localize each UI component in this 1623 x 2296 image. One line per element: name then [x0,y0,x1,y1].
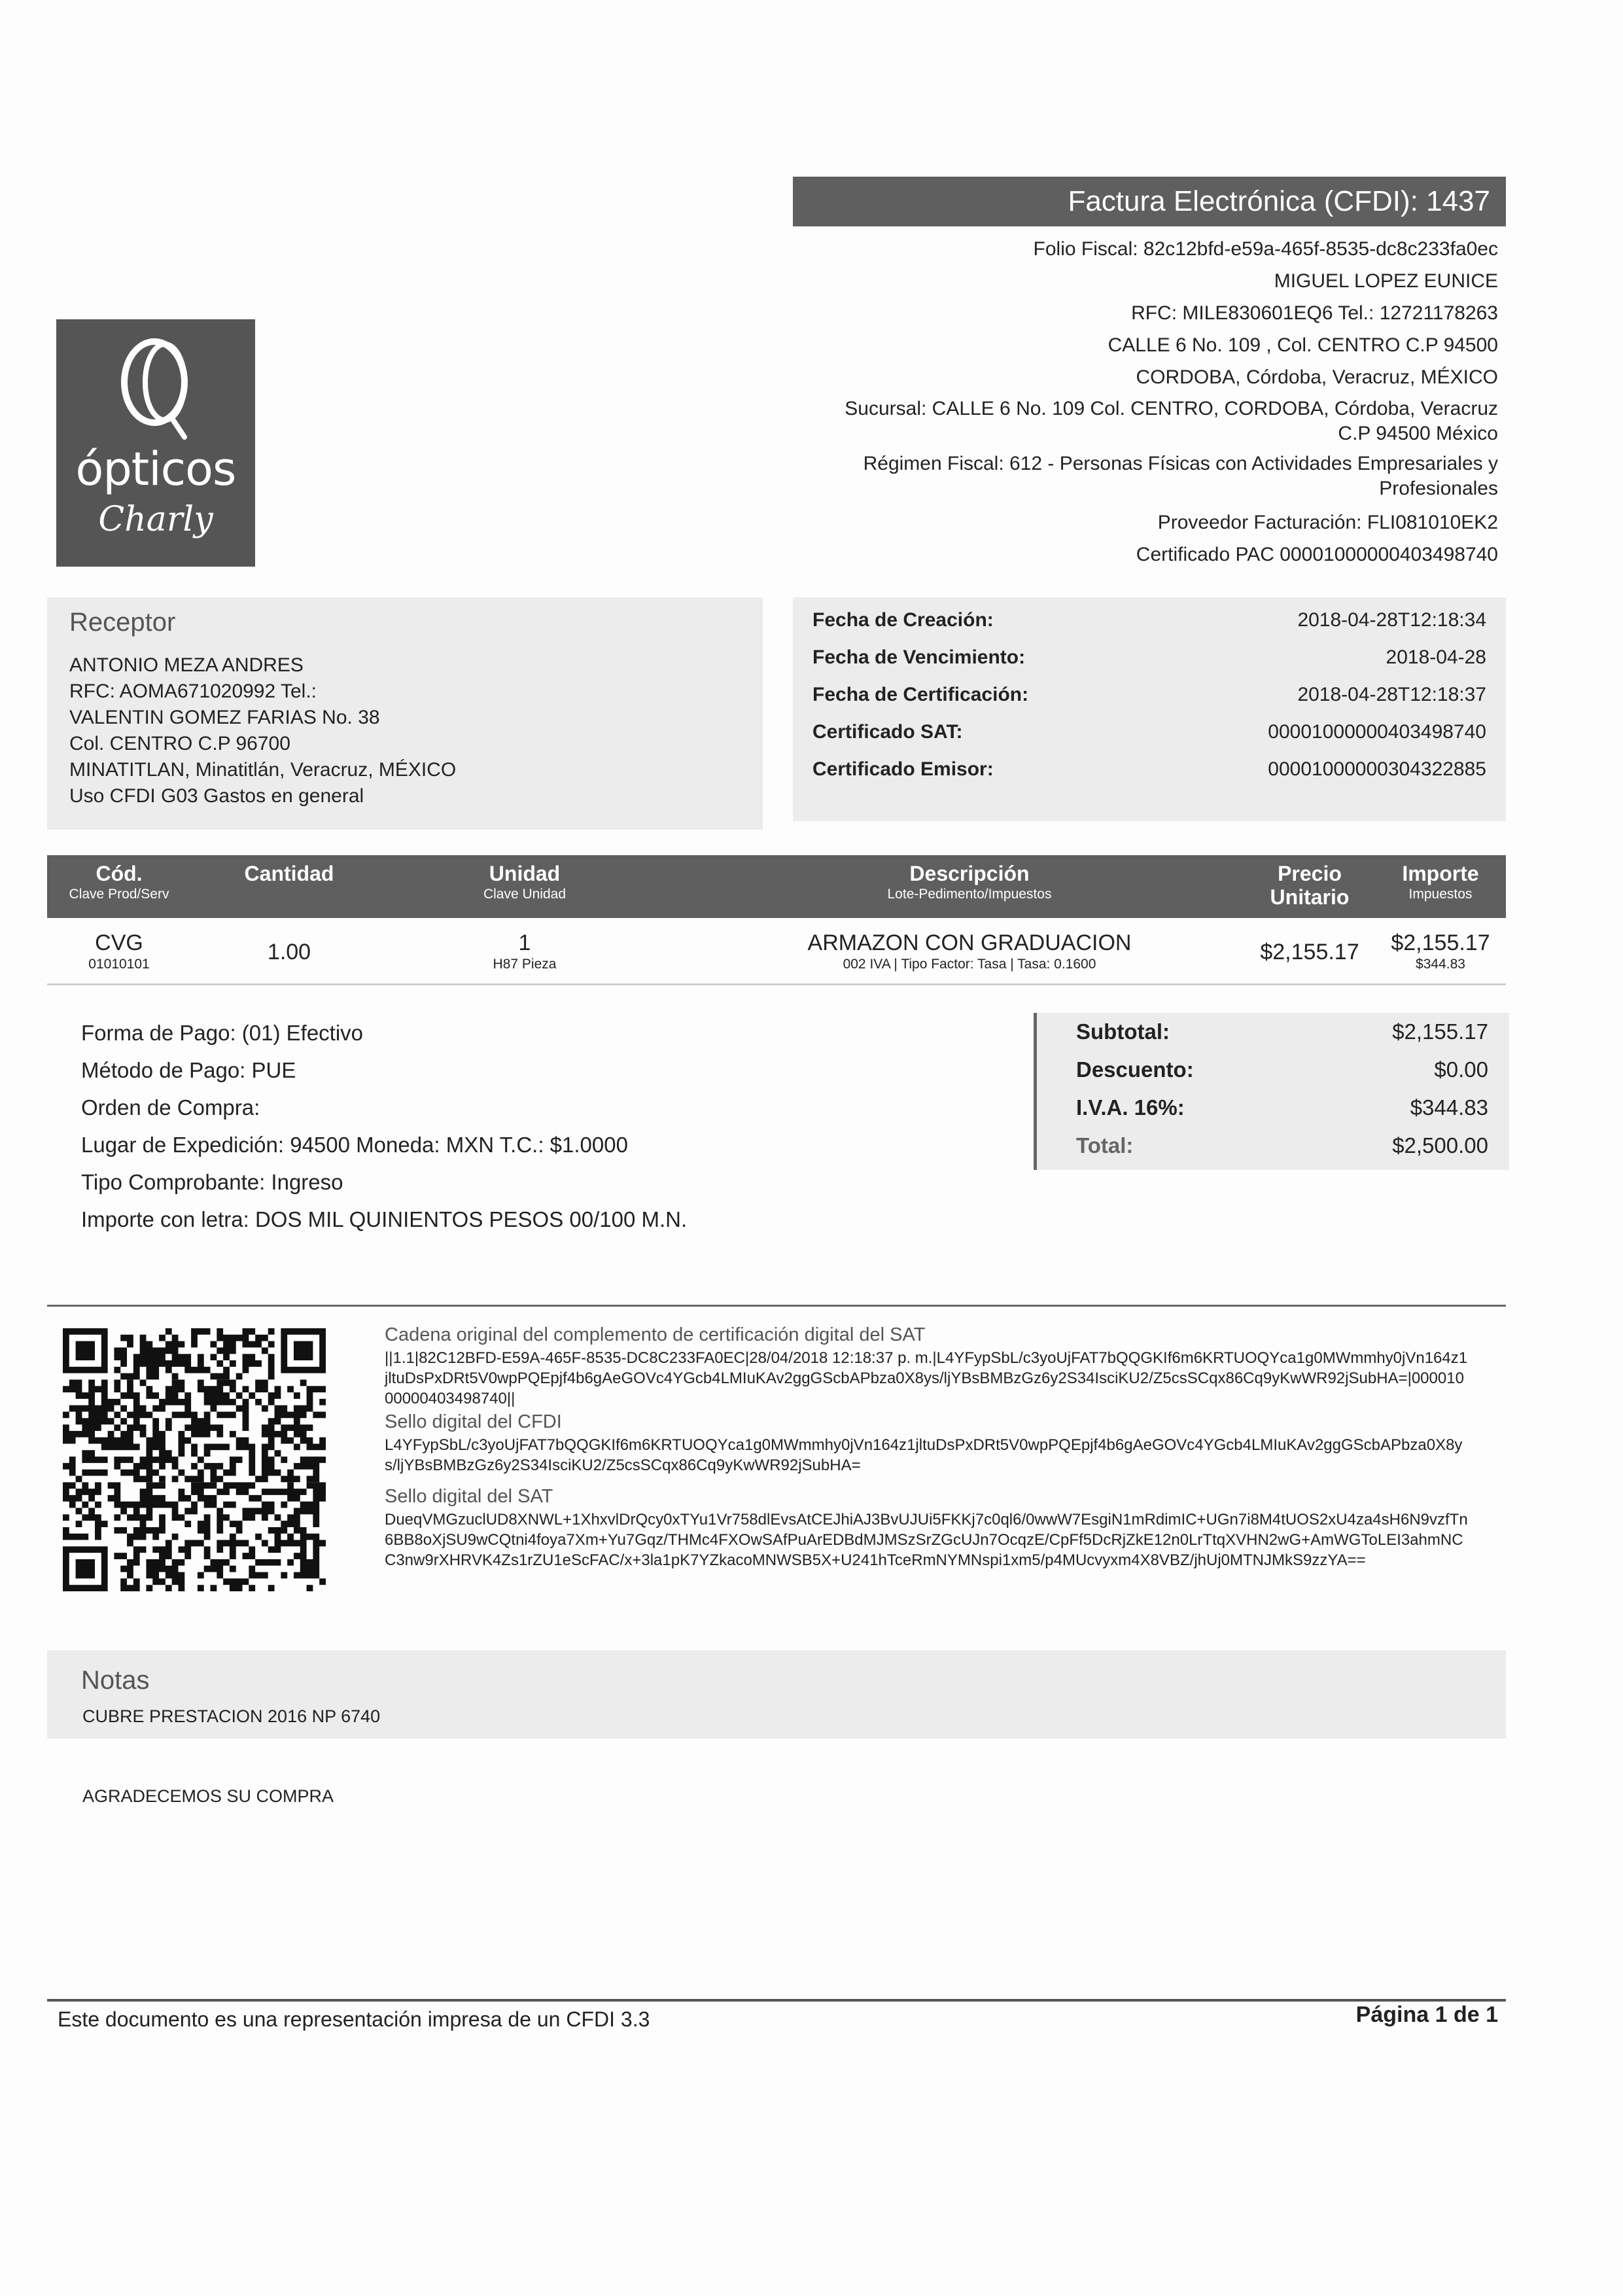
logo-signature: Charly [98,500,213,539]
invoice-title: Factura Electrónica (CFDI): 1437 [793,177,1506,226]
date-value: 00001000000403498740 [1268,721,1486,743]
cell-importe [1382,930,1499,973]
thanks-text: AGRADECEMOS SU COMPRA [82,1786,334,1806]
col-cantidad-label: Cantidad [244,862,334,885]
company-logo [56,319,255,567]
cell-cod-sub: 01010101 [88,957,150,972]
cell-precio [1244,939,1375,965]
forma-de-pago: Forma de Pago: (01) Efectivo [81,1021,364,1045]
cell-descripcion [701,930,1238,973]
col-descripcion [701,862,1238,904]
col-unidad [427,862,623,904]
issuer-rfc: RFC: MILE830601EQ6 Tel.: 12721178263 [1131,302,1498,324]
sello-sat-title: Sello digital del SAT [385,1486,553,1507]
cell-cantidad-value: 1.00 [267,940,311,964]
receptor-details [69,652,456,809]
cell-cantidad [204,939,374,965]
cell-descripcion-sub: 002 IVA | Tipo Factor: Tasa | Tasa: 0.1600 [843,957,1096,972]
cell-importe-value: $2,155.17 [1391,930,1490,955]
receptor-address-1: VALENTIN GOMEZ FARIAS No. 38 [69,707,380,728]
issuer-address-1: CALLE 6 No. 109 , Col. CENTRO C.P 94500 [1108,334,1498,356]
footer-note: Este documento es una representación impresa de un CFDI 3.3 [58,2007,650,2031]
issuer-regimen: Régimen Fiscal: 612 - Personas Físicas con Actividades Empresariales y Profesionales [863,453,1498,499]
total-label: I.V.A. 16%: [1076,1095,1185,1120]
receptor-address-2: Col. CENTRO C.P 96700 [69,733,290,754]
sello-cfdi-text: L4YFypSbL/c3yoUjFAT7bQQGKIf6m6KRTUOQYca1g0MWmmhy0jVn164z1jltuDsPxDRt5V0wpPQEpjf4b6gAeGOVc4YGcb4LMIuKAv2ggGScbAPbza0X8ys/ljYBsBMBzGz6y2S34IsciKU2/Z5csSCqx86Cq9yKwWR92jSubHA= [385,1436,1463,1474]
total-value: $2,500.00 [1392,1133,1488,1157]
orden-de-compra: Orden de Compra: [81,1095,260,1120]
qr-code [63,1328,326,1591]
folio-fiscal: Folio Fiscal: 82c12bfd-e59a-465f-8535-dc8c233fa0ec [1033,238,1498,260]
totals-panel [1034,1013,1509,1170]
notes-panel [47,1650,1506,1739]
total-value: $2,155.17 [1392,1019,1488,1044]
date-label: Fecha de Certificación: [812,684,1029,705]
footer-divider [47,1999,1506,2002]
col-precio [1244,862,1375,909]
receptor-panel [47,597,763,830]
dates-panel [793,597,1506,821]
logo-brand-text: ópticos [75,442,236,496]
cell-precio-value: $2,155.17 [1260,940,1359,964]
issuer-sucursal: Sucursal: CALLE 6 No. 109 Col. CENTRO, CORDOBA, Córdoba, Veracruz C.P 94500 México [845,398,1498,444]
table-row [47,918,1506,985]
cell-descripcion-value: ARMAZON CON GRADUACION [807,930,1132,955]
col-cantidad [204,862,374,885]
proveedor-facturacion: Proveedor Facturación: FLI081010EK2 [1157,512,1498,533]
page-number: Página 1 de 1 [1355,2002,1498,2027]
date-label: Certificado SAT: [812,721,963,743]
col-unidad-sublabel: Clave Unidad [483,887,567,902]
col-importe-label: Importe [1402,862,1479,885]
date-label: Fecha de Vencimiento: [812,646,1026,668]
cell-unidad [427,930,623,973]
col-descripcion-label: Descripción [909,862,1030,885]
receptor-address-3: MINATITLAN, Minatitlán, Veracruz, MÉXICO [69,759,457,781]
receptor-name: ANTONIO MEZA ANDRES [69,654,304,676]
col-precio-label: Precio [1278,862,1342,885]
cell-cod [47,930,191,973]
date-label: Fecha de Creación: [812,609,994,631]
digital-seals [385,1322,1471,1570]
sello-sat-text: DueqVMGzuclUD8XNWL+1XhxvlDrQcy0xTYu1Vr758dlEvsAtCEJhiAJ3BvUJUi5FKKj7c0ql6/0wwW7EsgiN1mRdimIC+UGn7i8M4tUOS2xU4za4sH6N9vzfTn6BB8oXjSU9wCQtni4foya7Xm+Yu7Gqz/THMc4FXOwSAfPuArEDBdMJMSzSrZGcUJn7OcqzE/CpFf5DcRjZkE12n0LrTtqXVHN2wG+AmWGToLEI3ahmNCC3nw9rXHRVK4Zs1rZU1eScFAC/x+3la1pK7YZkacoMNWSB5X+U241hTceRmNYMNspi1xm5/p4MUcvyxm4X8VBZ/jhUj0MTNJMkS9zzYA== [385,1511,1468,1569]
cadena-original-title: Cadena original del complemento de certificación digital del SAT [385,1324,926,1345]
cell-importe-sub: $344.83 [1416,957,1465,972]
date-value: 2018-04-28 [1386,646,1486,668]
certificado-pac: Certificado PAC 00001000000403498740 [1136,544,1498,565]
section-divider [47,1305,1506,1307]
total-value: $344.83 [1410,1095,1488,1120]
cell-unidad-sub: H87 Pieza [493,957,557,972]
issuer-name: MIGUEL LOPEZ EUNICE [1274,270,1498,292]
col-importe-sublabel: Impuestos [1408,887,1473,902]
total-label: Descuento: [1076,1057,1194,1082]
cell-unidad-value: 1 [518,930,531,955]
importe-con-letra: Importe con letra: DOS MIL QUINIENTOS PESOS 00/100 M.N. [81,1207,688,1231]
tipo-comprobante: Tipo Comprobante: Ingreso [81,1170,343,1194]
metodo-de-pago: Método de Pago: PUE [81,1058,296,1082]
col-unidad-label: Unidad [489,862,561,885]
receptor-title: Receptor [69,608,176,637]
date-label: Certificado Emisor: [812,758,994,780]
notes-text: CUBRE PRESTACION 2016 NP 6740 [82,1706,381,1726]
sello-cfdi-title: Sello digital del CFDI [385,1411,562,1432]
col-cod-label: Cód. [96,862,143,885]
cadena-original-text: ||1.1|82C12BFD-E59A-465F-8535-DC8C233FA0EC|28/04/2018 12:18:37 p. m.|L4YFypSbL/c3yoUjFAT7bQQGKIf6m6KRTUOQYca1g0MWmmhy0jVn164z1jltuDsPxDRt5V0wpPQEpjf4b6gAeGOVc4YGcb4LMIuKAv2ggGScbAPbza0X8ys/ljYBsBMBzGz6y2S34IsciKU2/Z5csSCqx86Cq9yKwWR92jSubHA=|00001000000403498740|| [385,1349,1468,1407]
notes-title: Notas [81,1666,150,1695]
total-label: Total: [1076,1133,1134,1157]
col-importe [1382,862,1499,904]
col-cod-sublabel: Clave Prod/Serv [69,887,169,902]
total-label: Subtotal: [1076,1019,1170,1044]
date-value: 2018-04-28T12:18:34 [1297,609,1486,631]
issuer-info [778,233,1498,571]
date-value: 2018-04-28T12:18:37 [1297,684,1486,705]
col-cod [47,862,191,904]
cell-cod-value: CVG [95,930,143,955]
total-value: $0.00 [1434,1057,1488,1082]
qr-code-icon [63,1328,326,1591]
items-table-header [47,855,1506,918]
payment-info [81,1014,687,1238]
logo-emblem-icon [56,319,255,444]
col-precio-label-2: Unitario [1270,885,1350,909]
lugar-de-expedicion: Lugar de Expedición: 94500 Moneda: MXN T.C.: $1.0000 [81,1133,628,1157]
issuer-address-2: CORDOBA, Córdoba, Veracruz, MÉXICO [1136,366,1498,388]
receptor-rfc: RFC: AOMA671020992 Tel.: [69,680,317,702]
date-value: 00001000000304322885 [1268,758,1486,780]
col-descripcion-sublabel: Lote-Pedimento/Impuestos [887,887,1052,902]
receptor-uso-cfdi: Uso CFDI G03 Gastos en general [69,785,364,807]
